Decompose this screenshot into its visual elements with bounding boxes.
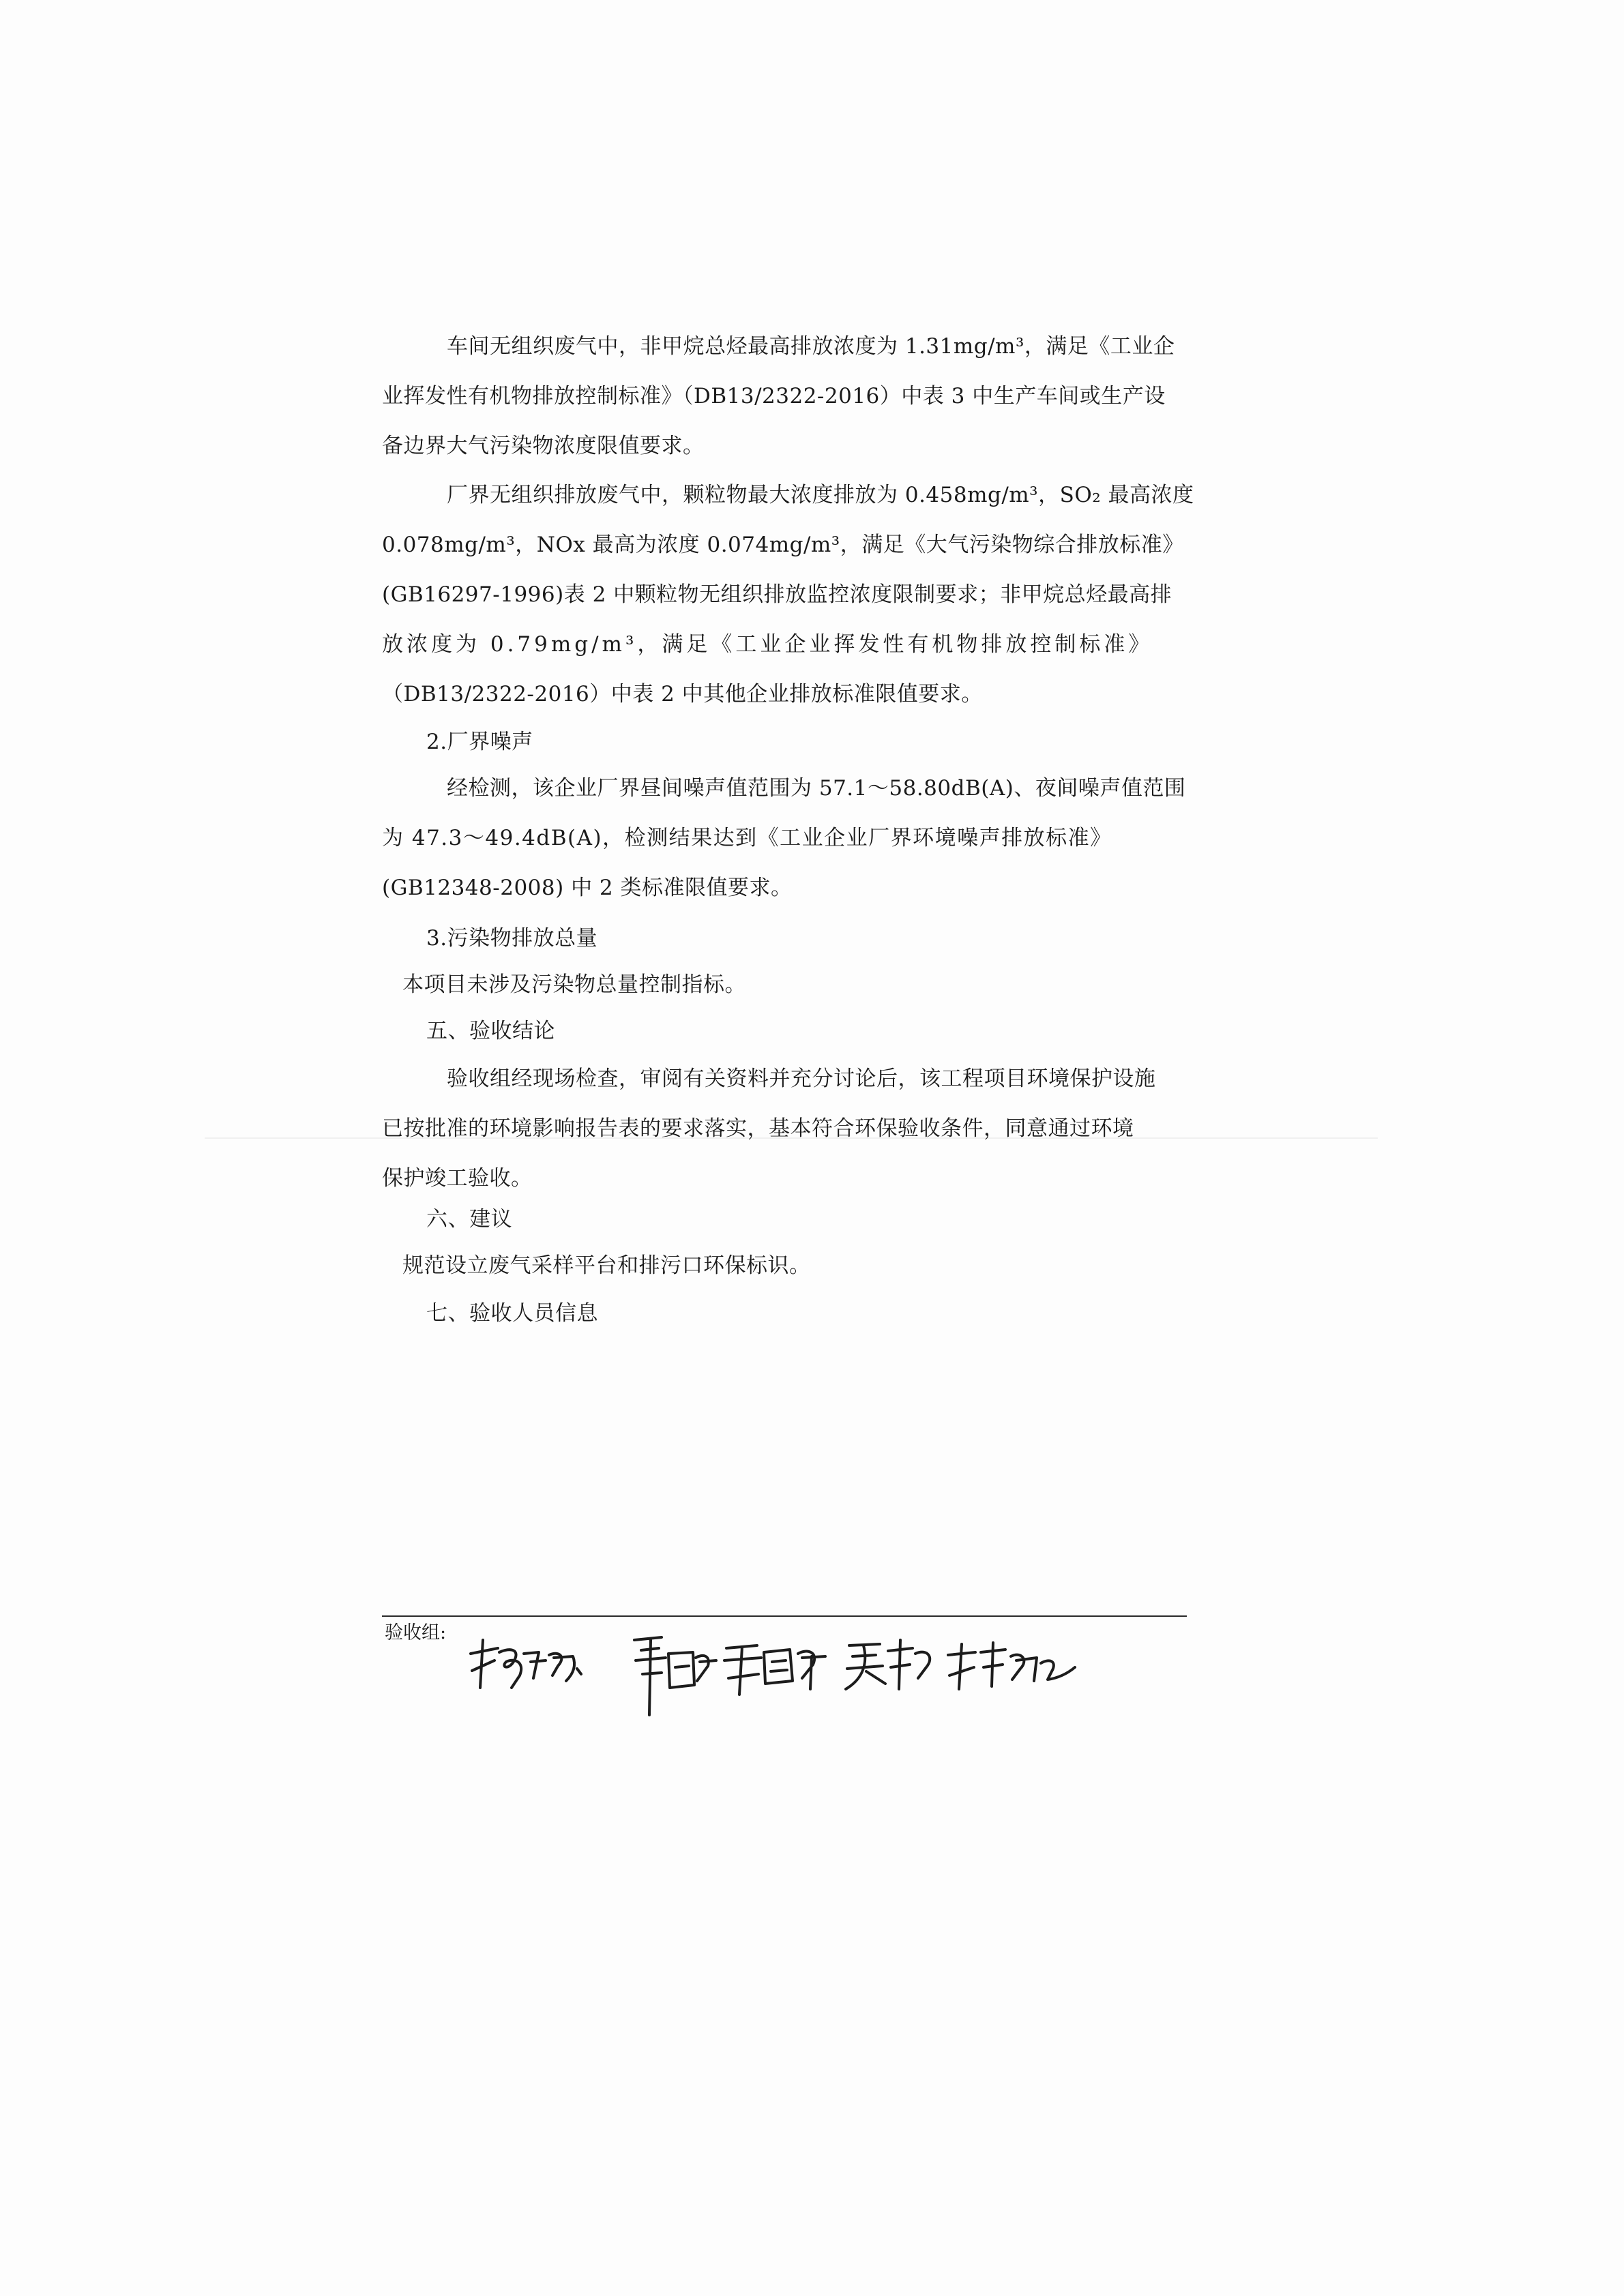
text-line: 放浓度为 0.79mg/m³，满足《工业企业挥发性有机物排放控制标准》 (382, 632, 1153, 657)
signature-3 (724, 1645, 825, 1695)
text-line: 0.078mg/m³，NOx 最高为浓度 0.074mg/m³，满足《大气污染物综合排放标准》 (382, 533, 1184, 557)
paragraph-suggestion: 规范设立废气采样平台和排污口环保标识。 (402, 1253, 811, 1278)
text-line: (GB12348-2008) 中 2 类标准限值要求。 (382, 876, 793, 900)
paragraph-total-control: 本项目未涉及污染物总量控制指标。 (402, 972, 746, 997)
heading-suggestions: 六、建议 (426, 1207, 512, 1232)
signature-5 (948, 1643, 1075, 1689)
signature-2 (634, 1637, 716, 1715)
signature-1 (471, 1640, 581, 1688)
text-line: 车间无组织废气中，非甲烷总烃最高排放浓度为 1.31mg/m³，满足《工业企 (447, 334, 1175, 359)
heading-boundary-noise: 2.厂界噪声 (426, 730, 533, 754)
heading-conclusion: 五、验收结论 (426, 1019, 555, 1043)
paragraph-workshop-emissions (382, 322, 1187, 471)
text-line: 已按批准的环境影响报告表的要求落实，基本符合环保验收条件，同意通过环境 (382, 1116, 1134, 1141)
paragraph-conclusion (382, 1054, 1187, 1204)
signature-4 (846, 1640, 930, 1689)
heading-pollutant-total: 3.污染物排放总量 (426, 926, 598, 951)
paragraph-boundary-emissions (382, 471, 1194, 719)
text-line: 业挥发性有机物排放控制标准》（DB13/2322-2016）中表 3 中生产车间或生产设 (382, 384, 1166, 408)
text-line: 验收组经现场检查，审阅有关资料并充分讨论后，该工程项目环境保护设施 (447, 1067, 1156, 1091)
signature-block (382, 1606, 1187, 1742)
text-line: （DB13/2322-2016）中表 2 中其他企业排放标准限值要求。 (382, 682, 983, 706)
handwritten-signatures (457, 1613, 1146, 1729)
text-line: 备边界大气污染物浓度限值要求。 (382, 434, 705, 458)
heading-personnel-info: 七、验收人员信息 (426, 1301, 598, 1326)
signature-label: 验收组: (385, 1622, 447, 1643)
paragraph-noise-results (382, 764, 1187, 913)
text-line: 保护竣工验收。 (382, 1166, 533, 1191)
text-line: 为 47.3～49.4dB(A)，检测结果达到《工业企业厂界环境噪声排放标准》 (382, 826, 1112, 850)
text-line: 经检测，该企业厂界昼间噪声值范围为 57.1～58.80dB(A)、夜间噪声值范围 (447, 776, 1186, 801)
text-line: 厂界无组织排放废气中，颗粒物最大浓度排放为 0.458mg/m³，SO₂ 最高浓度 (447, 483, 1194, 507)
text-line: (GB16297-1996)表 2 中颗粒物无组织排放监控浓度限制要求；非甲烷总烃最高排 (382, 582, 1172, 607)
